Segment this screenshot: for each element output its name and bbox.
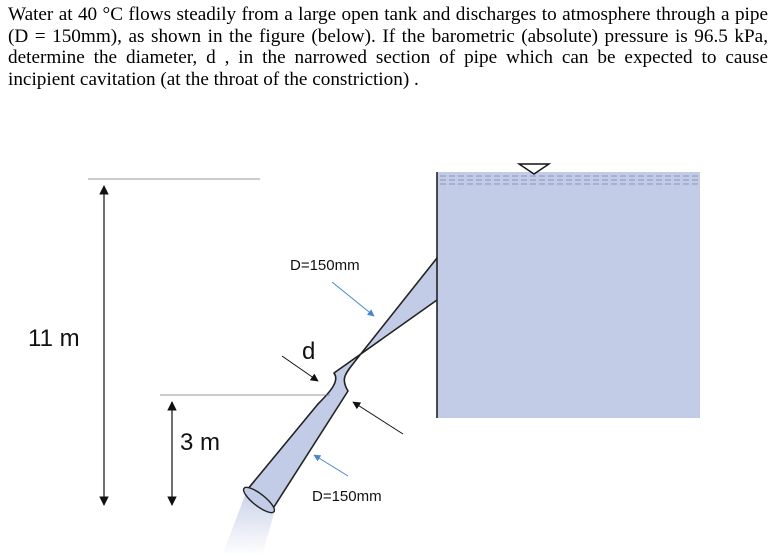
label-throat-d: d bbox=[302, 338, 316, 365]
tank-water bbox=[437, 172, 700, 418]
pointer-arrow-top bbox=[332, 282, 374, 316]
problem-statement: Water at 40 °C flows steadily from a large open tank and discharges to atmosphere through a pipe (D = 150mm), as shown in the figure (below). If the barometric (absolute) pressure is 96.5 kPa, determine the diameter, d , in the narrowed section of pipe which can be expected to cause incipient cavitation (at the throat of the constriction) . bbox=[8, 4, 768, 90]
label-diameter-bottom: D=150mm bbox=[312, 488, 382, 505]
label-11m: 11 m bbox=[28, 325, 80, 352]
throat-arrow-right bbox=[353, 402, 403, 434]
label-3m: 3 m bbox=[180, 429, 221, 456]
pointer-arrow-bottom bbox=[314, 455, 348, 476]
label-diameter-top: D=150mm bbox=[290, 257, 360, 274]
